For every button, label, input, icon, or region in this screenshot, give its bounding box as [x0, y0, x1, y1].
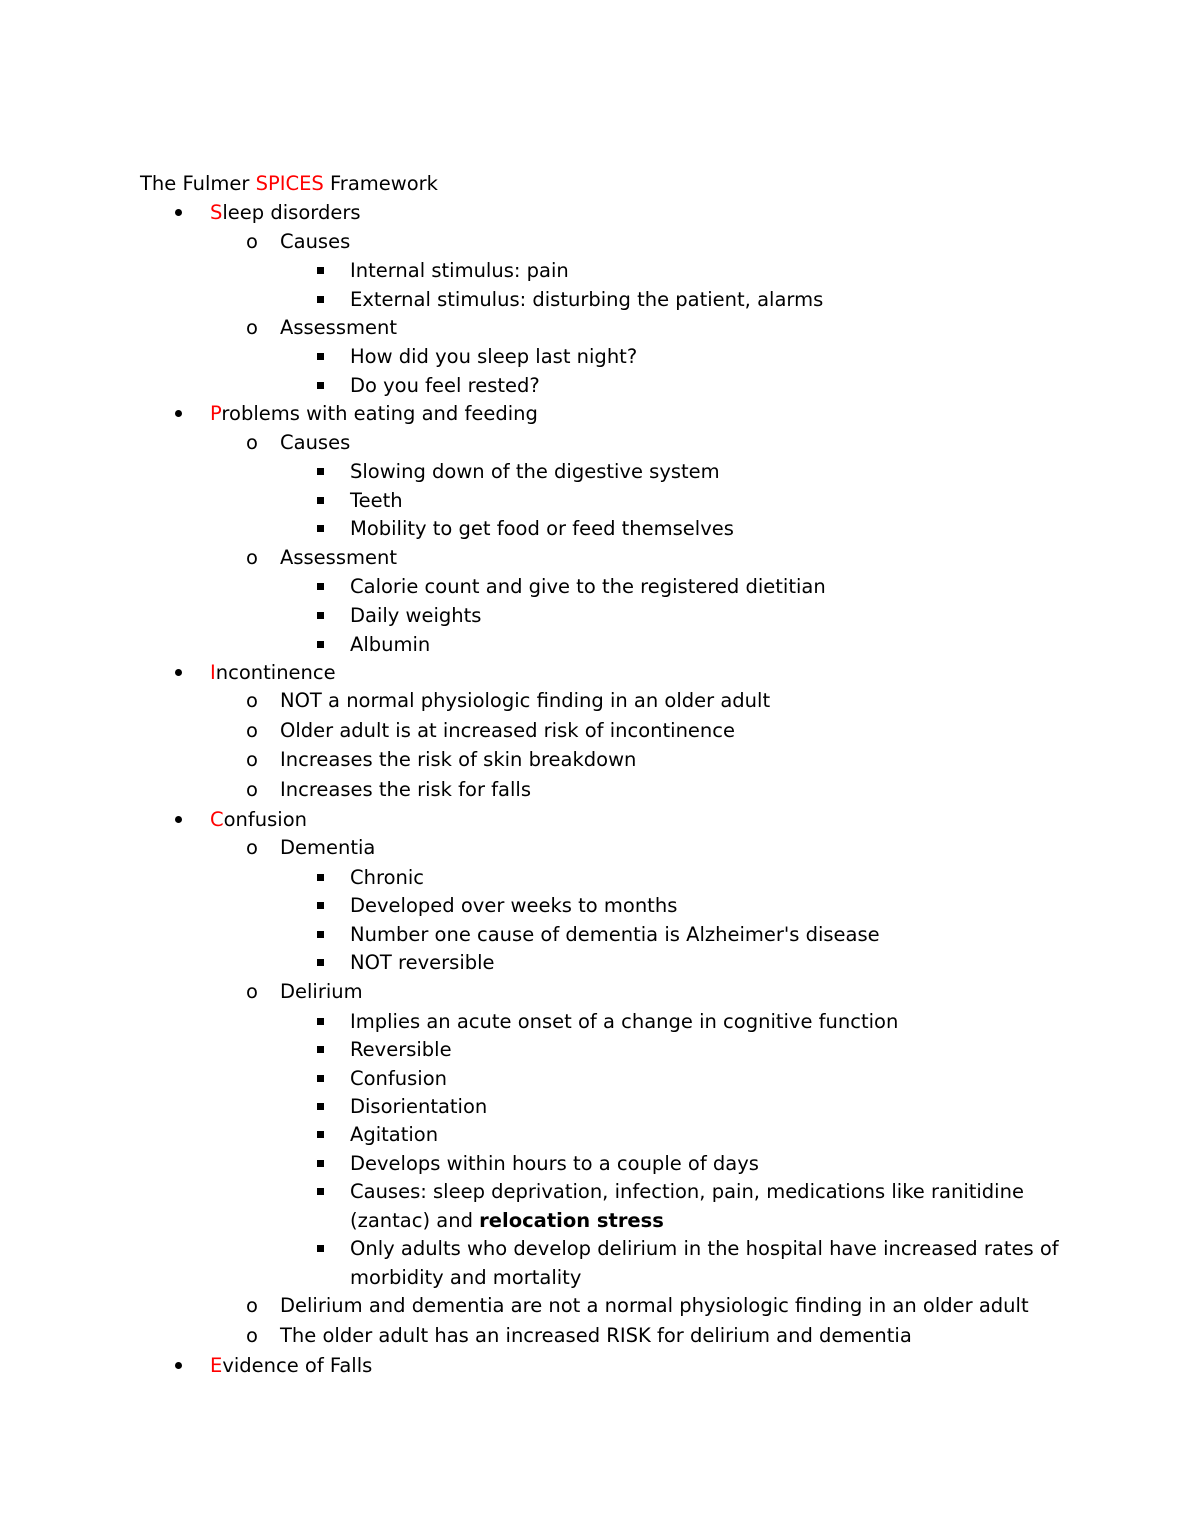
list-item-label: Increases the risk of skin breakdown: [280, 748, 637, 771]
bullet-circle-icon: o: [246, 748, 258, 771]
bullet-disc-icon: [175, 1362, 182, 1369]
list-item-label: Increases the risk for falls: [280, 778, 531, 801]
bullet-square-icon: [317, 525, 324, 532]
spices-letter-s: S: [210, 201, 223, 224]
bullet-circle-icon: o: [246, 719, 258, 742]
list-item-label: roblems with eating and feeding: [221, 402, 538, 425]
bullet-square-icon: [317, 267, 324, 274]
bullet-square-icon: [317, 468, 324, 475]
list-item-label: Albumin: [350, 633, 431, 656]
bullet-circle-icon: o: [246, 836, 258, 859]
list-item-label: Dementia: [280, 836, 376, 859]
list-item-label: Daily weights: [350, 604, 482, 627]
bullet-square-icon: [317, 1131, 324, 1138]
bullet-square-icon: [317, 902, 324, 909]
bullet-circle-icon: o: [246, 980, 258, 1003]
bullet-disc-icon: [175, 410, 182, 417]
list-item-label: Assessment: [280, 316, 397, 339]
list-item-label: Assessment: [280, 546, 397, 569]
bullet-square-icon: [317, 382, 324, 389]
bullet-square-icon: [317, 1018, 324, 1025]
bullet-circle-icon: o: [246, 546, 258, 569]
list-item-label: Calorie count and give to the registered dietitian: [350, 575, 826, 598]
bullet-circle-icon: o: [246, 1324, 258, 1347]
bullet-square-icon: [317, 1160, 324, 1167]
list-item-label: Causes: [280, 431, 351, 454]
list-item-label: Mobility to get food or feed themselves: [350, 517, 734, 540]
bullet-square-icon: [317, 1075, 324, 1082]
list-item-label: Develops within hours to a couple of days: [350, 1152, 759, 1175]
spices-letter-c: C: [210, 808, 224, 831]
bullet-circle-icon: o: [246, 1294, 258, 1317]
list-item-label: Causes: [280, 230, 351, 253]
list-item-label: (zantac) and: [350, 1209, 480, 1232]
list-item-label: External stimulus: disturbing the patient, alarms: [350, 288, 824, 311]
list-item-label: onfusion: [223, 808, 308, 831]
list-item-label: morbidity and mortality: [350, 1266, 582, 1289]
list-item-label: Agitation: [350, 1123, 439, 1146]
bullet-square-icon: [317, 497, 324, 504]
bullet-square-icon: [317, 874, 324, 881]
list-item-label: Confusion: [350, 1067, 447, 1090]
title-prefix: The Fulmer: [140, 172, 256, 195]
list-item-label: Only adults who develop delirium in the hospital have increased rates of: [350, 1237, 1059, 1260]
bullet-disc-icon: [175, 816, 182, 823]
list-item-label: leep disorders: [222, 201, 361, 224]
spices-letter-p: P: [210, 402, 222, 425]
bullet-square-icon: [317, 583, 324, 590]
bullet-circle-icon: o: [246, 316, 258, 339]
list-item-label: Developed over weeks to months: [350, 894, 678, 917]
list-item-label: Implies an acute onset of a change in cognitive function: [350, 1010, 899, 1033]
list-item-label: Causes: sleep deprivation, infection, pain, medications like ranitidine: [350, 1180, 1024, 1203]
list-item-label: Disorientation: [350, 1095, 488, 1118]
bullet-square-icon: [317, 641, 324, 648]
spices-letter-i: I: [210, 661, 216, 684]
bullet-square-icon: [317, 353, 324, 360]
bullet-circle-icon: o: [246, 689, 258, 712]
list-item-label: ncontinence: [215, 661, 336, 684]
bullet-square-icon: [317, 1103, 324, 1110]
bullet-disc-icon: [175, 669, 182, 676]
spices-letter-e: E: [210, 1354, 223, 1377]
bullet-square-icon: [317, 1046, 324, 1053]
bullet-circle-icon: o: [246, 431, 258, 454]
bullet-circle-icon: o: [246, 778, 258, 801]
bullet-square-icon: [317, 1188, 324, 1195]
bullet-square-icon: [317, 612, 324, 619]
bullet-circle-icon: o: [246, 230, 258, 253]
list-item-label: Chronic: [350, 866, 424, 889]
list-item-label: Teeth: [350, 489, 403, 512]
list-item-label: NOT reversible: [350, 951, 495, 974]
list-item-label: Do you feel rested?: [350, 374, 540, 397]
list-item-label: vidence of Falls: [222, 1354, 373, 1377]
bullet-square-icon: [317, 959, 324, 966]
bullet-square-icon: [317, 1245, 324, 1252]
list-item-label: Delirium: [280, 980, 363, 1003]
bullet-square-icon: [317, 931, 324, 938]
list-item-label: Reversible: [350, 1038, 452, 1061]
emphasis-relocation-stress: relocation stress: [479, 1209, 664, 1232]
list-item-label: Older adult is at increased risk of incontinence: [280, 719, 736, 742]
list-item-label: Number one cause of dementia is Alzheimer's disease: [350, 923, 880, 946]
title-spices: SPICES: [255, 172, 324, 195]
list-item-label: Slowing down of the digestive system: [350, 460, 720, 483]
bullet-square-icon: [317, 296, 324, 303]
bullet-disc-icon: [175, 209, 182, 216]
title-suffix: Framework: [323, 172, 438, 195]
list-item-label: How did you sleep last night?: [350, 345, 638, 368]
list-item-label: NOT a normal physiologic finding in an older adult: [280, 689, 771, 712]
list-item-label: The older adult has an increased RISK for delirium and dementia: [280, 1324, 912, 1347]
list-item-label: Delirium and dementia are not a normal physiologic finding in an older adult: [280, 1294, 1029, 1317]
list-item-label: Internal stimulus: pain: [350, 259, 569, 282]
